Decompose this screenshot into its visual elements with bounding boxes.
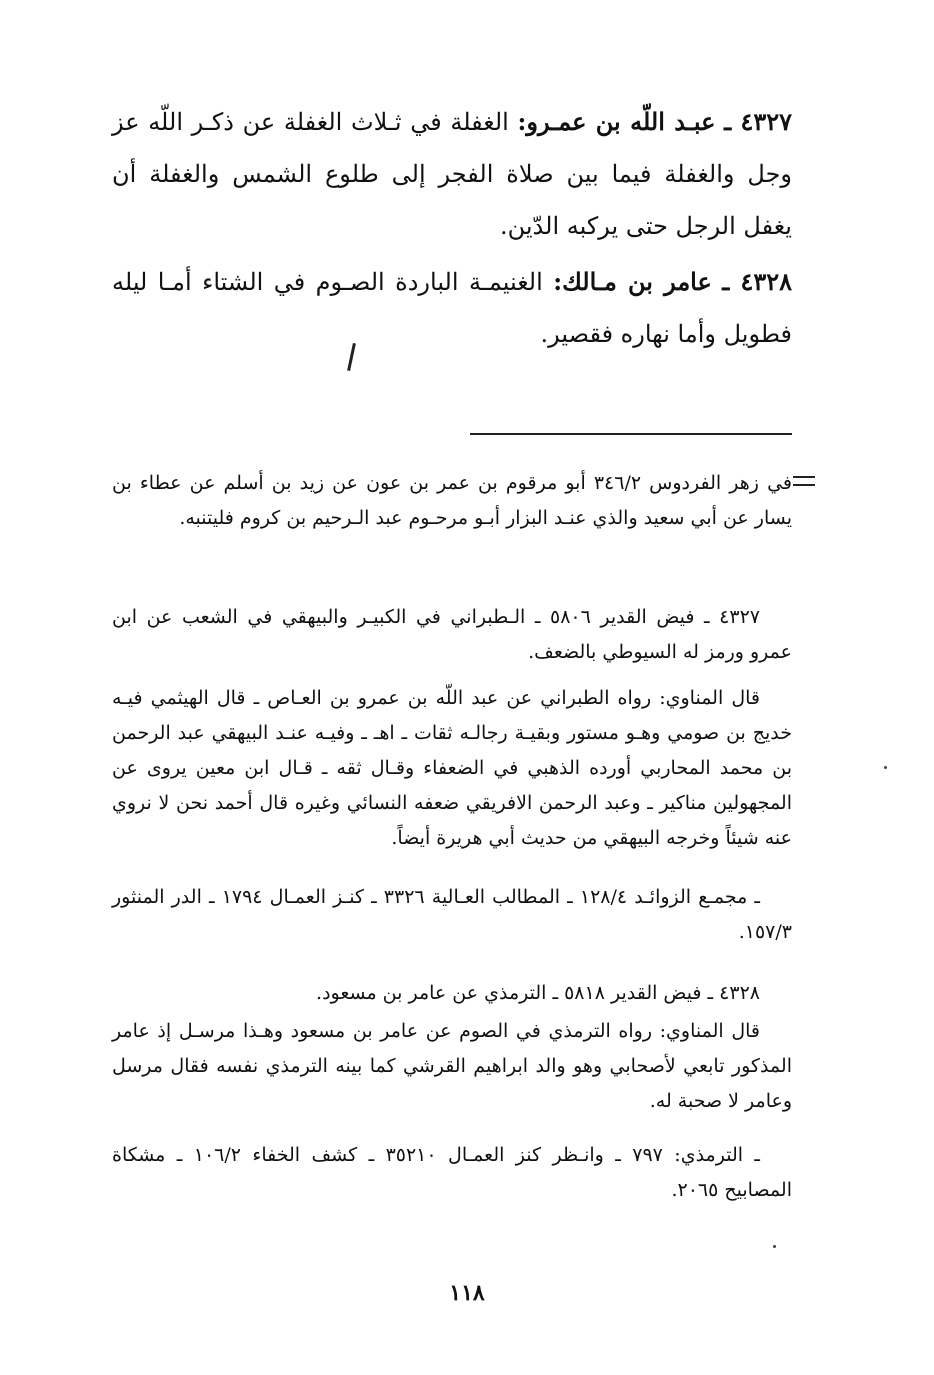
footnote-4327-munawi: قال المناوي: رواه الطبراني عن عبد اللّه بن عمرو بن العـاص ـ قال الهيثمي فيـه خديج بن صومي وهـو مستور وبقيـة رجالـه ثقات ـ اهـ ـ وفيـه عنـد البيهقي عبد الرحمن بن محمد المحاربي أورده الذهبي في الضعفاء وقـال ثقه ـ قـال ابن معين يروى عن المجهولين مناكير ـ وعبد الرحمن الافريقي ضعفه النسائي وغيره قال أحمد نحن لا نروي عنه شيئاً وخرجه البيهقي من حديث أبي هريرة أيضاً. — [112, 687, 792, 849]
footnote-4328-munawi: قال المناوي: رواه الترمذي في الصوم عن عامر بن مسعود وهـذا مرسـل إذ عامر المذكور تابعي لأصحابي وهو والد ابراهيم القرشي كما بينه الترمذي نفسه فقال مرسل وعامر لا صحبة له. — [112, 1020, 792, 1112]
entry-narrator: عبـد اللّه بن عمـرو: — [517, 107, 716, 136]
hadith-entry-4328 — [112, 256, 792, 360]
footnote-4327-references: ـ مجمـع الزوائـد ١٢٨/٤ ـ المطالب العـالية ٣٣٢٦ ـ كنـز العمـال ١٧٩٤ ـ الدر المنثور ١٥٧/٣. — [112, 886, 792, 943]
footnote-continued: في زهر الفردوس ٣٤٦/٢ أبو مرقوم بن عمر بن عون عن زيد بن أسلم عن عطاء بن يسار عن أبي سعيد والذي عنـد البزار أبـو مرحـوم عبد الـرحيم بن كروم فليتنبه. — [112, 472, 792, 529]
footnote-separator — [470, 433, 792, 435]
entry-text: الغنيمـة الباردة الصـوم في الشتاء أمـا ليله فطويل وأما نهاره فقصير. — [112, 268, 792, 348]
hadith-entry-4327 — [112, 96, 792, 252]
scan-speck — [884, 766, 887, 769]
scan-speck — [773, 1245, 776, 1248]
continuation-mark-icon — [793, 474, 815, 488]
entry-text: الغفلة في ثـلاث الغفلة عن ذكـر اللّه عز وجل والغفلة فيما بين صلاة الفجر إلى طلوع الشمس والغفلة أن يغفل الرجل حتى يركبه الدّين. — [112, 108, 792, 240]
footnote-4327-source: ٤٣٢٧ ـ فيض القدير ٥٨٠٦ ـ الـطبراني في الكبيـر والبيهقي في الشعب عن ابن عمرو ورمز له السيوطي بالضعف. — [112, 606, 792, 663]
page-number: ١١٨ — [449, 1280, 485, 1306]
footnote-4328-references: ـ الترمذي: ٧٩٧ ـ وانـظر كنز العمـال ٣٥٢١٠ ـ كشف الخفاء ١٠٦/٢ ـ مشكاة المصابيح ٢٠٦٥. — [112, 1144, 792, 1201]
entry-narrator: عامر بن مـالك: — [553, 267, 712, 296]
footnote-4328-source: ٤٣٢٨ ـ فيض القدير ٥٨١٨ ـ الترمذي عن عامر بن مسعود. — [316, 982, 760, 1004]
entry-number: ٤٣٢٧ ـ — [724, 107, 793, 136]
entry-number: ٤٣٢٨ ـ — [722, 267, 792, 296]
